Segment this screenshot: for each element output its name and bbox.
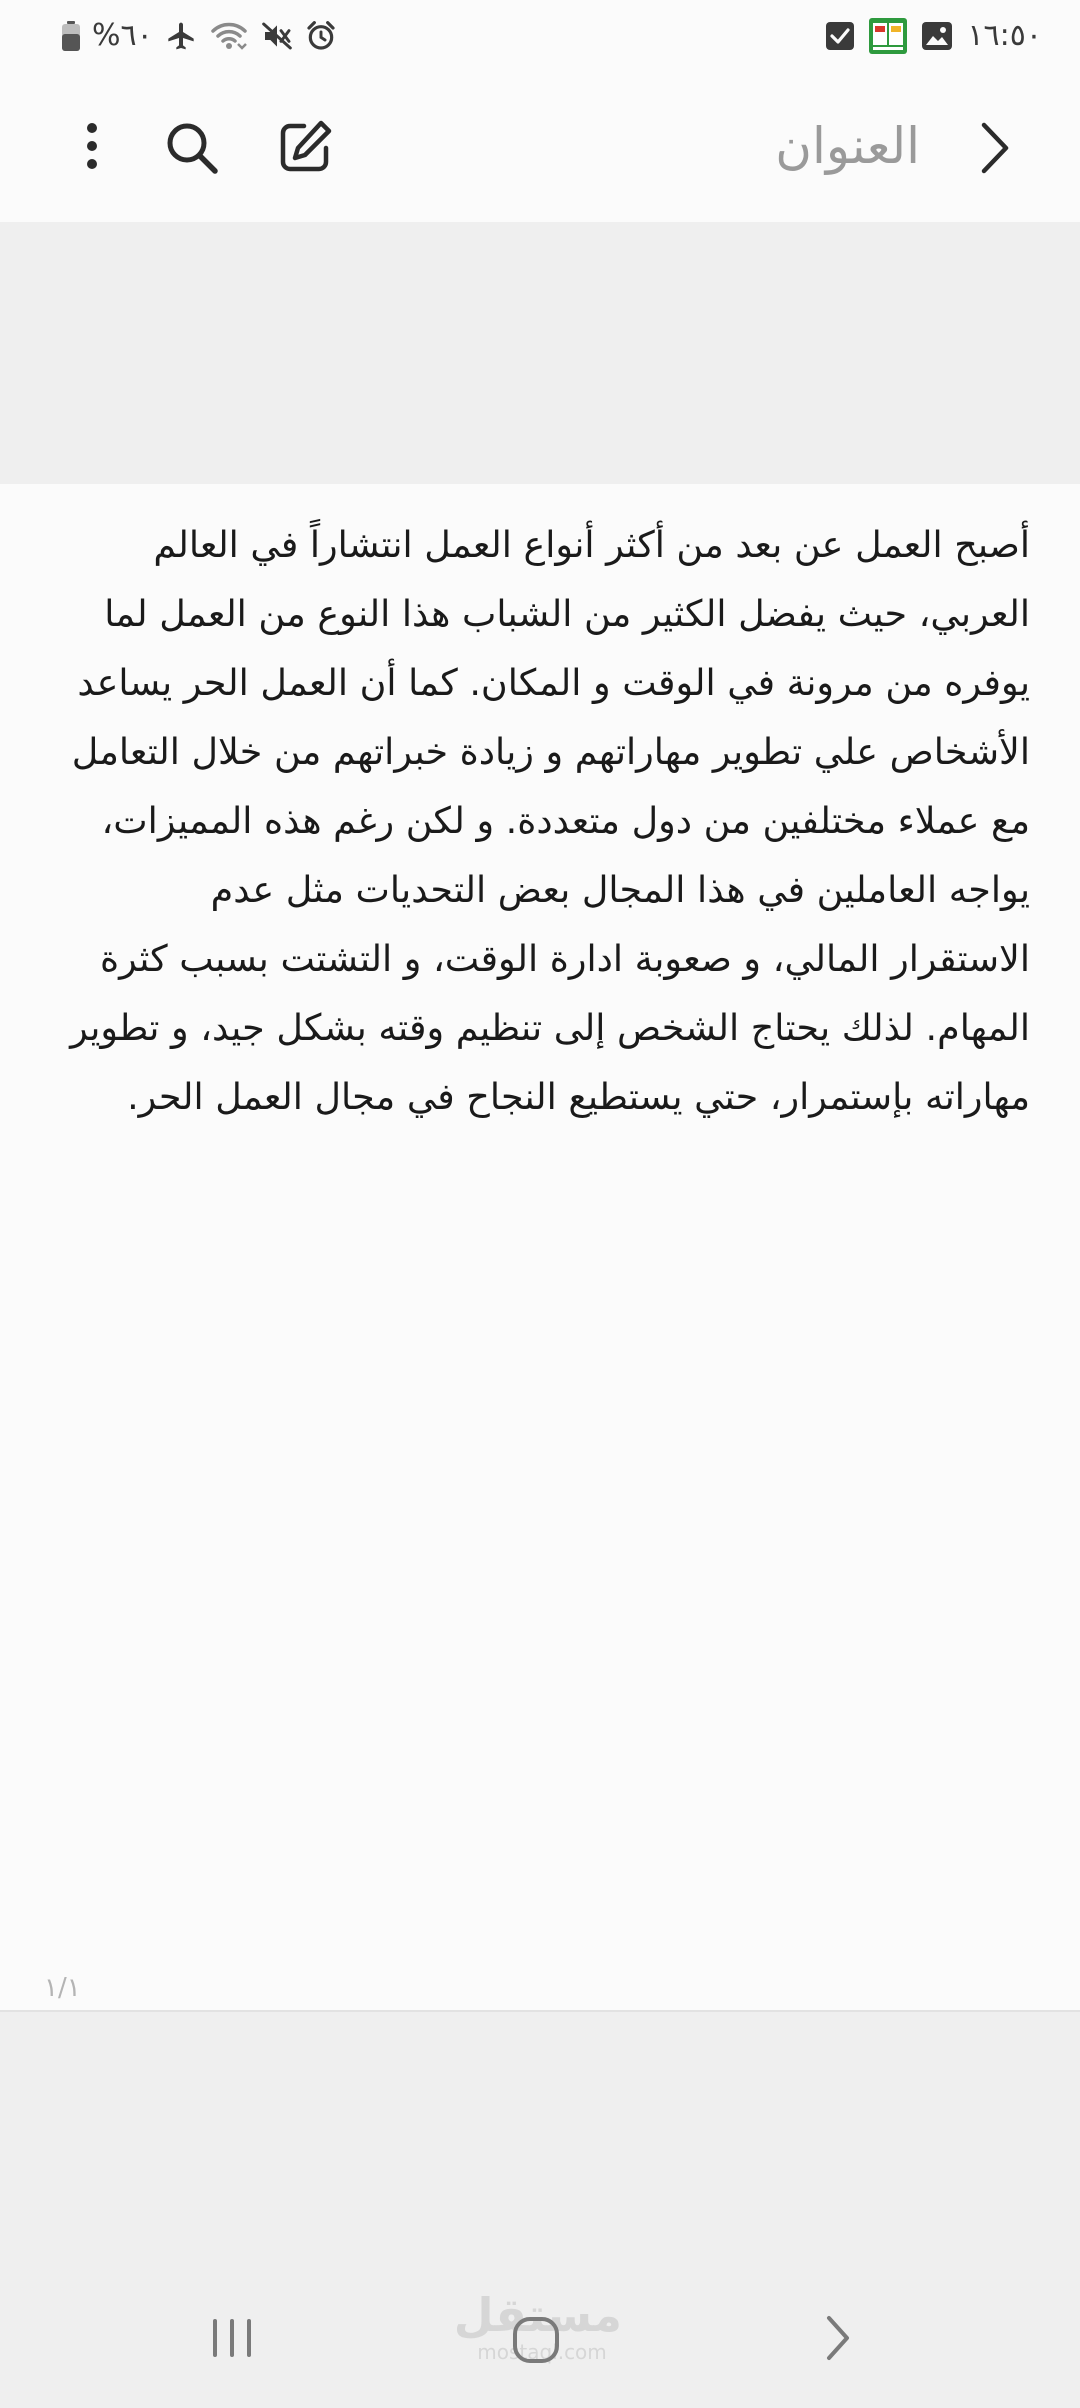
mute-icon bbox=[261, 20, 293, 52]
airplane-icon bbox=[165, 20, 197, 52]
status-right-group bbox=[825, 16, 1042, 56]
recents-icon bbox=[210, 2317, 254, 2359]
watermark-main-text: مستقل bbox=[453, 2288, 622, 2342]
checkbox-notification-icon bbox=[825, 21, 855, 51]
app-bar bbox=[0, 72, 1080, 220]
edit-icon bbox=[276, 118, 334, 176]
status-time: ١٦:٥٠ bbox=[967, 18, 1042, 53]
chevron-right-icon bbox=[979, 120, 1011, 176]
battery-icon bbox=[62, 21, 80, 51]
page-title[interactable]: العنوان bbox=[775, 117, 920, 175]
page-indicator: ١/١ bbox=[44, 1973, 81, 2003]
home-icon bbox=[511, 2315, 561, 2365]
back-button[interactable] bbox=[816, 2306, 860, 2370]
search-button[interactable] bbox=[160, 116, 224, 180]
note-header-area[interactable] bbox=[0, 222, 1080, 484]
search-icon bbox=[165, 121, 219, 175]
note-body-text[interactable]: أصبح العمل عن بعد من أكثر أنواع العمل انتشاراً في العالم العربي، حيث يفضل الكثير من الشباب هذا النوع من العمل لما يوفره من مرونة في الوقت و المكان. كما أن العمل الحر يساعد الأشخاص علي تطوير مهاراتهم و زيادة خبراتهم من خلال التعامل مع عملاء مختلفين من دول متعددة. و لكن رغم هذه المميزات، يواجه العاملين في هذا المجال بعض التحديات مثل عدم الاستقرار المالي، و صعوبة ادارة الوقت، و التشتت بسبب كثرة المهام. لذلك يحتاج الشخص إلى تنظيم وقته بشكل جيد، و تطوير مهاراته بإستمرار، حتي يستطيع النجاح في مجال العمل الحر. bbox=[70, 523, 1030, 1118]
alarm-icon bbox=[305, 20, 337, 52]
back-icon bbox=[825, 2314, 851, 2362]
battery-percent: %٦٠ bbox=[92, 18, 153, 53]
more-options-button[interactable] bbox=[70, 116, 114, 176]
forward-button[interactable] bbox=[970, 114, 1020, 182]
more-vertical-icon bbox=[86, 122, 98, 170]
edit-button[interactable] bbox=[272, 114, 338, 180]
home-button[interactable] bbox=[508, 2312, 564, 2368]
book-app-notification-icon bbox=[869, 18, 907, 54]
wifi-icon bbox=[209, 20, 249, 52]
watermark-sub-text: mostaql.com bbox=[477, 2340, 607, 2364]
status-bar bbox=[0, 0, 1080, 72]
gallery-notification-icon bbox=[921, 21, 953, 51]
status-left-group bbox=[62, 16, 337, 56]
recents-button[interactable] bbox=[206, 2312, 258, 2364]
